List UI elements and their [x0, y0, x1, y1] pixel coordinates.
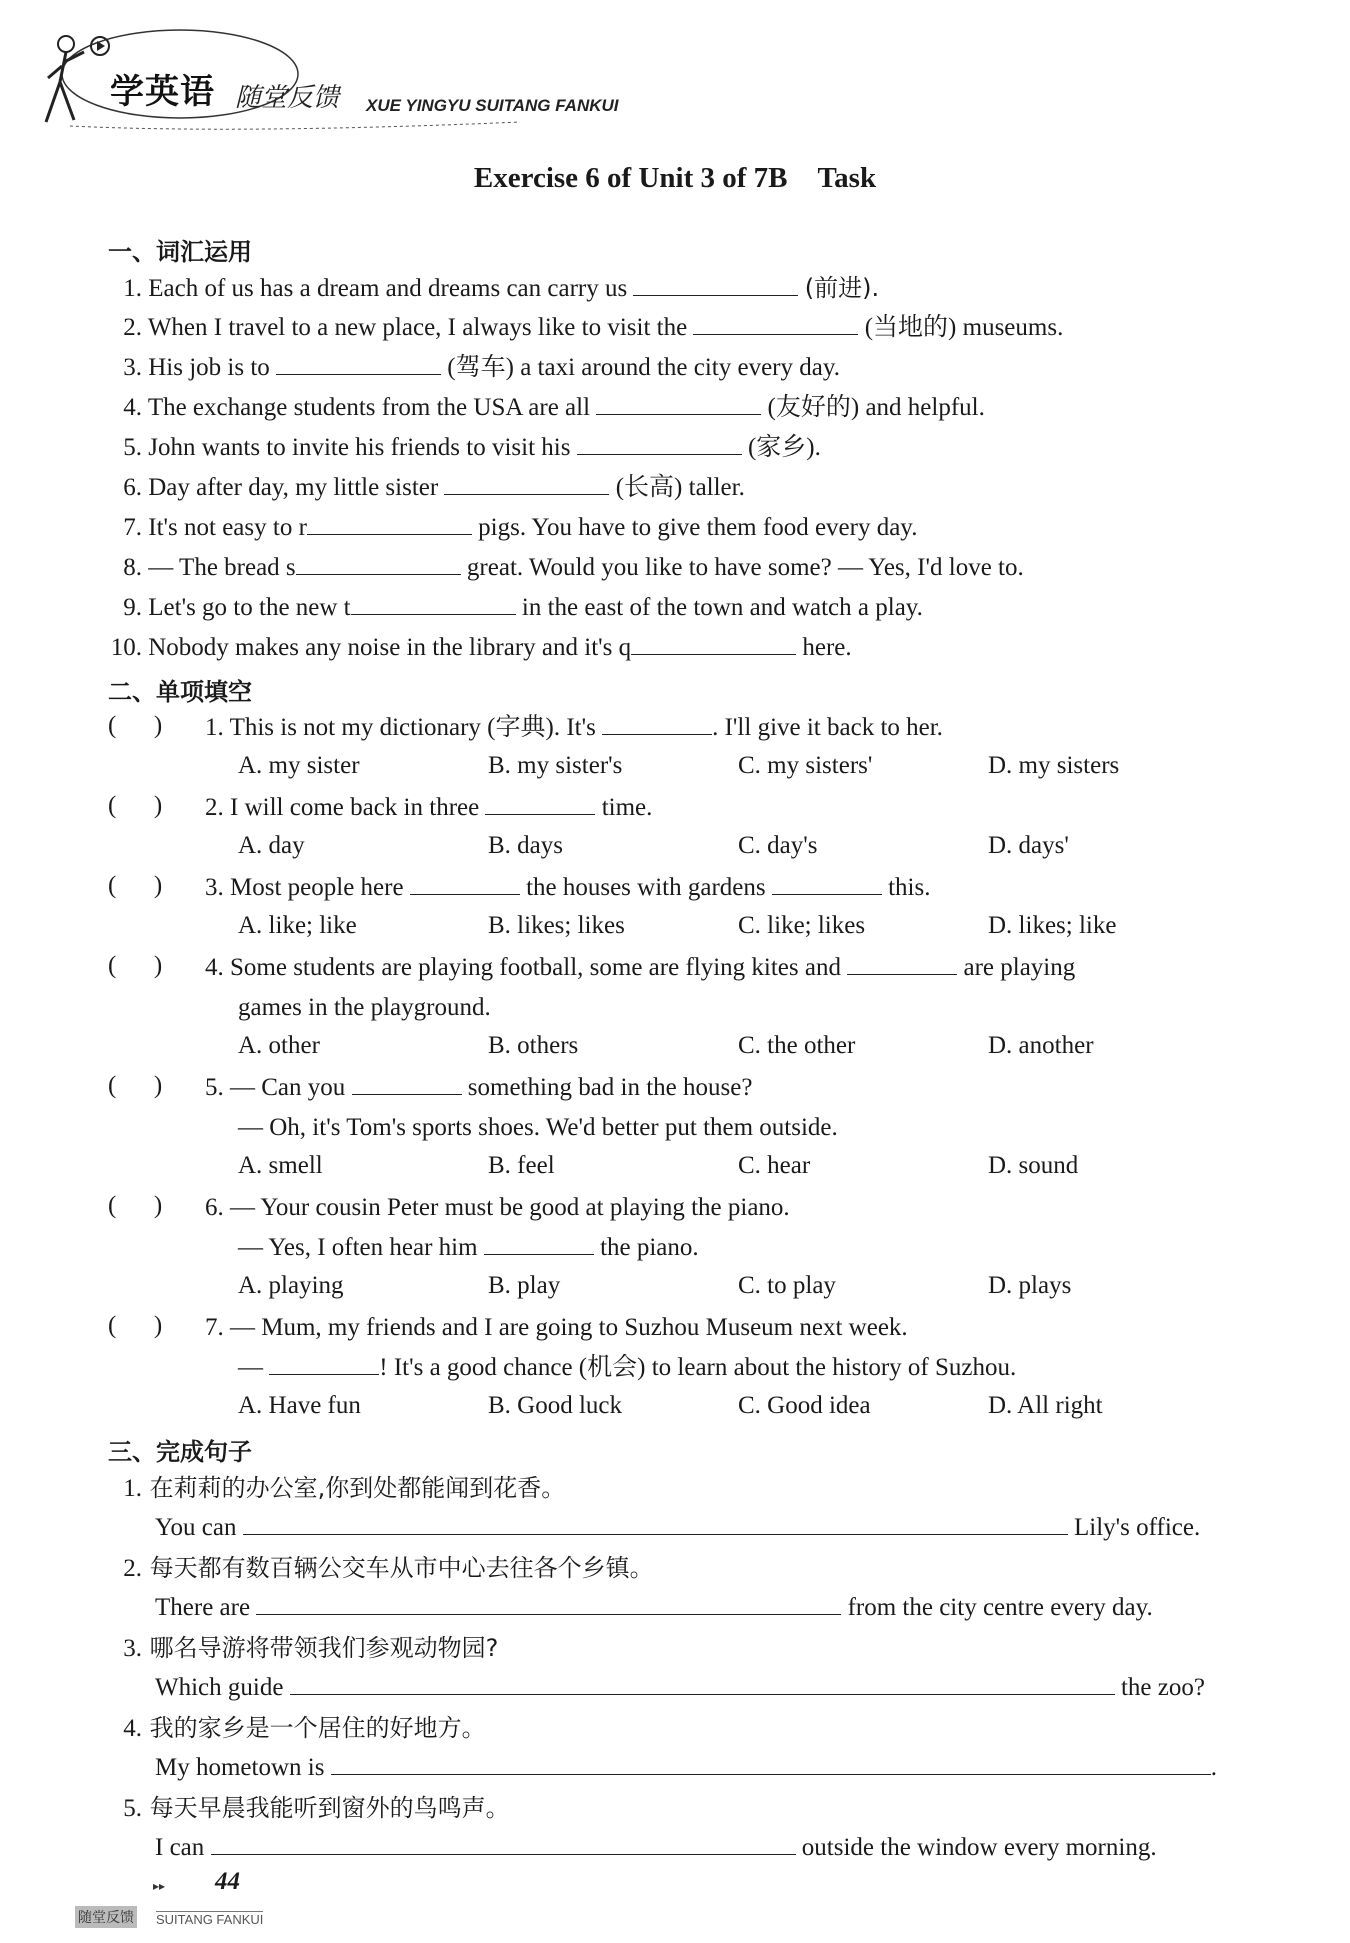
- brand-title: 学英语: [110, 72, 215, 112]
- s3-item-4-cn: 4. 我的家乡是一个居住的好地方。: [123, 1714, 486, 1742]
- option-a[interactable]: A. other: [238, 1032, 320, 1059]
- option-b[interactable]: B. feel: [488, 1152, 555, 1179]
- page-number: 44: [215, 1868, 240, 1895]
- s2-q1: 1. This is not my dictionary (字典). It's . I'll give it back to her.: [205, 714, 943, 741]
- s2-q4-cont: games in the playground.: [238, 994, 491, 1021]
- s2-q5-reply: — Oh, it's Tom's sports shoes. We'd better put them outside.: [238, 1114, 838, 1141]
- brand-pinyin: XUE YINGYU SUITANG FANKUI: [366, 96, 619, 115]
- answer-blank[interactable]: [269, 1352, 379, 1375]
- answer-paren[interactable]: ( ): [108, 1072, 163, 1099]
- s1-item-6: 6. Day after day, my little sister (长高) taller.: [123, 474, 745, 501]
- s3-item-1-en: You can Lily's office.: [155, 1514, 1201, 1541]
- section1-heading: 一、词汇运用: [108, 238, 252, 266]
- option-b[interactable]: B. play: [488, 1272, 561, 1299]
- option-d[interactable]: D. days': [988, 832, 1069, 859]
- footer-brand-en: SUITANG FANKUI: [156, 1912, 264, 1927]
- option-b[interactable]: B. my sister's: [488, 752, 623, 779]
- s3-item-2-en: There are from the city centre every day.: [155, 1594, 1153, 1621]
- answer-paren[interactable]: ( ): [108, 712, 163, 739]
- answer-blank[interactable]: [693, 312, 858, 335]
- s3-item-2-cn: 2. 每天都有数百辆公交车从市中心去往各个乡镇。: [123, 1554, 654, 1582]
- answer-paren[interactable]: ( ): [108, 872, 163, 899]
- answer-blank[interactable]: [633, 273, 798, 296]
- option-c[interactable]: C. hear: [738, 1152, 811, 1179]
- answer-blank[interactable]: [484, 1232, 594, 1255]
- answer-paren[interactable]: ( ): [108, 1192, 163, 1219]
- option-d[interactable]: D. another: [988, 1032, 1094, 1059]
- answer-line[interactable]: [211, 1832, 796, 1855]
- option-b[interactable]: B. days: [488, 832, 563, 859]
- s2-q6-reply: — Yes, I often hear him the piano.: [238, 1234, 699, 1261]
- option-c[interactable]: C. like; likes: [738, 912, 866, 939]
- answer-line[interactable]: [290, 1672, 1115, 1695]
- page-title: [0, 162, 1350, 195]
- s3-item-5-en: I can outside the window every morning.: [155, 1834, 1157, 1861]
- option-c[interactable]: C. my sisters': [738, 752, 873, 779]
- option-b[interactable]: B. others: [488, 1032, 579, 1059]
- title-task: Task: [817, 162, 877, 194]
- header-logo: [40, 22, 680, 132]
- footer-brand-cn: 随堂反馈: [75, 1906, 137, 1928]
- s1-item-10: 10. Nobody makes any noise in the library and it's q here.: [110, 634, 852, 661]
- option-c[interactable]: C. the other: [738, 1032, 856, 1059]
- answer-blank[interactable]: [444, 472, 609, 495]
- option-a[interactable]: A. Have fun: [238, 1392, 361, 1419]
- answer-blank[interactable]: [352, 1072, 462, 1095]
- s1-item-1: 1. Each of us has a dream and dreams can carry us (前进).: [123, 274, 880, 302]
- s2-q3: 3. Most people here the houses with gardens this.: [205, 874, 931, 901]
- answer-blank[interactable]: [602, 712, 712, 735]
- title-main: Exercise 6 of Unit 3 of 7B: [473, 162, 788, 194]
- answer-blank[interactable]: [276, 352, 441, 375]
- option-c[interactable]: C. Good idea: [738, 1392, 871, 1419]
- brand-subtitle: 随堂反馈: [235, 83, 340, 113]
- section3-heading: 三、完成句子: [108, 1438, 252, 1466]
- answer-blank[interactable]: [410, 872, 520, 895]
- footer-arrows-icon: ▸▸: [153, 1879, 166, 1893]
- option-a[interactable]: A. my sister: [238, 752, 360, 779]
- s2-q2: 2. I will come back in three time.: [205, 794, 653, 821]
- option-c[interactable]: C. day's: [738, 832, 818, 859]
- answer-blank[interactable]: [631, 632, 796, 655]
- s3-item-4-en: My hometown is .: [155, 1754, 1217, 1781]
- option-b[interactable]: B. Good luck: [488, 1392, 623, 1419]
- section2-heading: 二、单项填空: [108, 678, 252, 706]
- s1-item-4: 4. The exchange students from the USA are all (友好的) and helpful.: [123, 394, 985, 421]
- s2-q6: 6. — Your cousin Peter must be good at playing the piano.: [205, 1194, 790, 1221]
- answer-line[interactable]: [243, 1512, 1068, 1535]
- s2-q7: 7. — Mum, my friends and I are going to Suzhou Museum next week.: [205, 1314, 908, 1341]
- option-a[interactable]: A. smell: [238, 1152, 323, 1179]
- s3-item-1-cn: 1. 在莉莉的办公室,你到处都能闻到花香。: [123, 1474, 566, 1502]
- option-d[interactable]: D. my sisters: [988, 752, 1120, 779]
- answer-blank[interactable]: [351, 592, 516, 615]
- s1-item-8: 8. — The bread s great. Would you like to have some? — Yes, I'd love to.: [123, 554, 1024, 581]
- s3-item-3-cn: 3. 哪名导游将带领我们参观动物园?: [123, 1634, 499, 1662]
- answer-paren[interactable]: ( ): [108, 1312, 163, 1339]
- option-a[interactable]: A. like; like: [238, 912, 357, 939]
- answer-blank[interactable]: [307, 512, 472, 535]
- option-d[interactable]: D. likes; like: [988, 912, 1117, 939]
- s2-q4: 4. Some students are playing football, some are flying kites and are playing: [205, 954, 1076, 981]
- s1-item-2: 2. When I travel to a new place, I always like to visit the (当地的) museums.: [123, 314, 1064, 341]
- s1-item-3: 3. His job is to (驾车) a taxi around the city every day.: [123, 354, 840, 381]
- answer-paren[interactable]: ( ): [108, 792, 163, 819]
- option-c[interactable]: C. to play: [738, 1272, 836, 1299]
- answer-paren[interactable]: ( ): [108, 952, 163, 979]
- s1-item-7: 7. It's not easy to r pigs. You have to give them food every day.: [123, 514, 918, 541]
- s3-item-5-cn: 5. 每天早晨我能听到窗外的鸟鸣声。: [123, 1794, 510, 1822]
- option-a[interactable]: A. day: [238, 832, 305, 859]
- answer-blank[interactable]: [847, 952, 957, 975]
- answer-blank[interactable]: [596, 392, 761, 415]
- s1-item-9: 9. Let's go to the new t in the east of the town and watch a play.: [123, 594, 923, 621]
- answer-blank[interactable]: [485, 792, 595, 815]
- answer-blank[interactable]: [772, 872, 882, 895]
- option-d[interactable]: D. All right: [988, 1392, 1103, 1419]
- answer-blank[interactable]: [296, 552, 461, 575]
- option-d[interactable]: D. sound: [988, 1152, 1079, 1179]
- option-a[interactable]: A. playing: [238, 1272, 344, 1299]
- s1-item-5: 5. John wants to invite his friends to visit his (家乡).: [123, 434, 821, 461]
- answer-blank[interactable]: [577, 432, 742, 455]
- option-b[interactable]: B. likes; likes: [488, 912, 625, 939]
- s3-item-3-en: Which guide the zoo?: [155, 1674, 1205, 1701]
- s2-q5: 5. — Can you something bad in the house?: [205, 1074, 753, 1101]
- option-d[interactable]: D. plays: [988, 1272, 1072, 1299]
- answer-line[interactable]: [256, 1592, 841, 1615]
- answer-line[interactable]: [331, 1752, 1211, 1775]
- s2-q7-reply: — ! It's a good chance (机会) to learn about the history of Suzhou.: [238, 1354, 1017, 1381]
